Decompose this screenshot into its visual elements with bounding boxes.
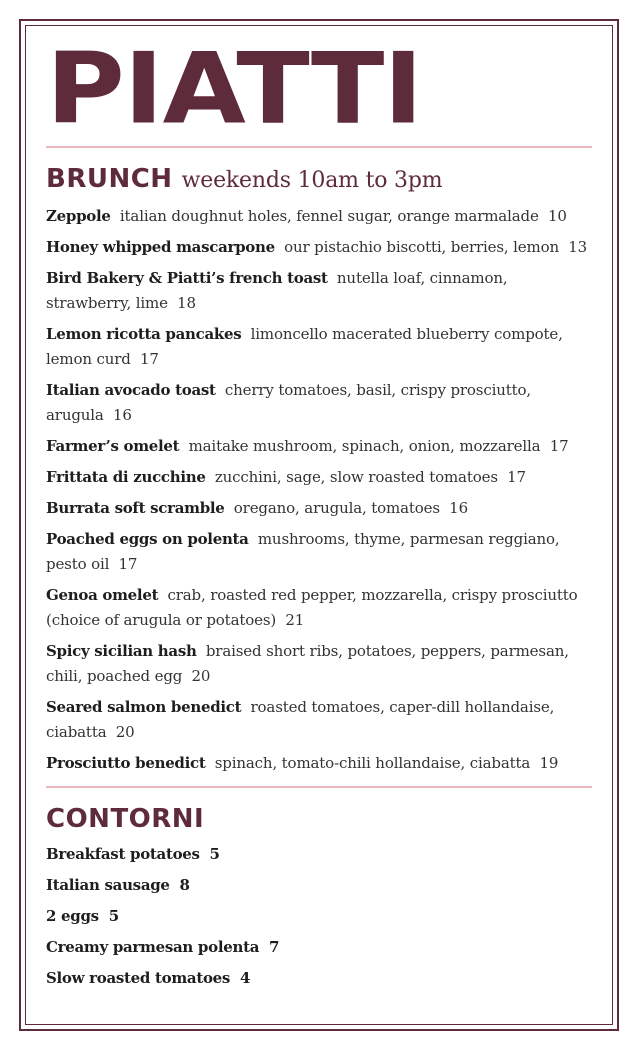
menu-item-description: mushrooms, thyme, parmesan reggiano, pesto oil [46,530,560,573]
brunch-items-list [46,204,594,776]
menu-item [46,695,594,745]
side-item [46,966,594,991]
menu-item-name: Poached eggs on polenta [46,530,249,548]
menu-item-description: limoncello macerated blueberry compote, lemon curd [46,325,563,368]
side-item [46,842,594,867]
menu-item-price: 13 [568,238,588,256]
menu-item-name: Zeppole [46,207,111,225]
menu-item-description: cherry tomatoes, basil, crispy prosciutto, arugula [46,381,532,424]
menu-item [46,235,594,260]
divider-top [46,146,592,148]
menu-item-price: 20 [191,667,211,685]
menu-item [46,639,594,689]
side-item-price: 4 [239,969,251,987]
menu-item [46,465,594,490]
side-item [46,873,594,898]
side-item [46,904,594,929]
menu-item-description: crab, roasted red pepper, mozzarella, crispy prosciutto (choice of arugula or potatoes) [46,586,578,629]
side-item-name: Creamy parmesan polenta [46,938,260,956]
menu-item [46,378,594,428]
side-item-name: Breakfast potatoes [46,845,200,863]
menu-item-name: Farmer’s omelet [46,437,180,455]
menu-item-name: Honey whipped mascarpone [46,238,275,256]
menu-item-price: 16 [449,499,468,517]
menu-item-name: Lemon ricotta pancakes [46,325,242,343]
menu-item-description: roasted tomatoes, caper-dill hollandaise, ciabatta [46,698,555,741]
menu-item-name: Bird Bakery & Piatti’s french toast [46,269,328,287]
menu-item-description: nutella loaf, cinnamon, strawberry, lime [46,269,508,312]
restaurant-logo: PIATTI [46,31,423,147]
menu-item-price: 17 [118,555,138,573]
brunch-header [46,164,594,198]
menu-item [46,751,594,776]
menu-item-price: 17 [507,468,526,486]
menu-content [46,31,594,997]
menu-item-price: 18 [177,294,196,312]
contorni-items-list [46,842,594,991]
menu-item-description: oregano, arugula, tomatoes [233,499,440,517]
menu-item [46,204,594,229]
contorni-title: CONTORNI [46,804,205,834]
side-item [46,935,594,960]
menu-item [46,266,594,316]
menu-item-description: braised short ribs, potatoes, peppers, parmesan, chili, poached egg [46,642,569,685]
menu-item-price: 17 [139,350,159,368]
menu-item [46,496,594,521]
side-item-price: 5 [209,845,220,863]
menu-item-name: Genoa omelet [46,586,159,604]
side-item-name: 2 eggs [46,907,99,925]
menu-item-description: spinach, tomato-chili hollandaise, ciabatta [214,754,531,772]
side-item-price: 8 [179,876,190,894]
side-item-name: Italian sausage [46,876,170,894]
menu-item-name: Spicy sicilian hash [46,642,197,660]
menu-item-name: Seared salmon benedict [46,698,242,716]
menu-item [46,322,594,372]
side-item-price: 7 [268,938,280,956]
menu-item [46,434,594,459]
brunch-hours: weekends 10am to 3pm [181,168,443,193]
menu-item-description: maitake mushroom, spinach, onion, mozzarella [188,437,541,455]
menu-item-price: 16 [112,406,132,424]
menu-item [46,583,594,633]
side-item-price: 5 [108,907,119,925]
menu-item [46,527,594,577]
menu-item-price: 19 [539,754,559,772]
menu-item-description: italian doughnut holes, fennel sugar, orange marmalade [119,207,539,225]
divider-middle [46,786,592,788]
menu-item-name: Italian avocado toast [46,381,216,399]
menu-item-description: zucchini, sage, slow roasted tomatoes [214,468,498,486]
side-item-name: Slow roasted tomatoes [46,969,231,987]
menu-item-description: our pistachio biscotti, berries, lemon [284,238,560,256]
menu-item-name: Burrata soft scramble [46,499,225,517]
brunch-title: BRUNCH [46,164,173,194]
menu-item-price: 21 [285,611,305,629]
contorni-header [46,804,594,838]
menu-item-price: 10 [547,207,567,225]
menu-item-price: 20 [115,723,135,741]
menu-item-name: Frittata di zucchine [46,468,206,486]
menu-item-name: Prosciutto benedict [46,754,206,772]
menu-item-price: 17 [549,437,569,455]
